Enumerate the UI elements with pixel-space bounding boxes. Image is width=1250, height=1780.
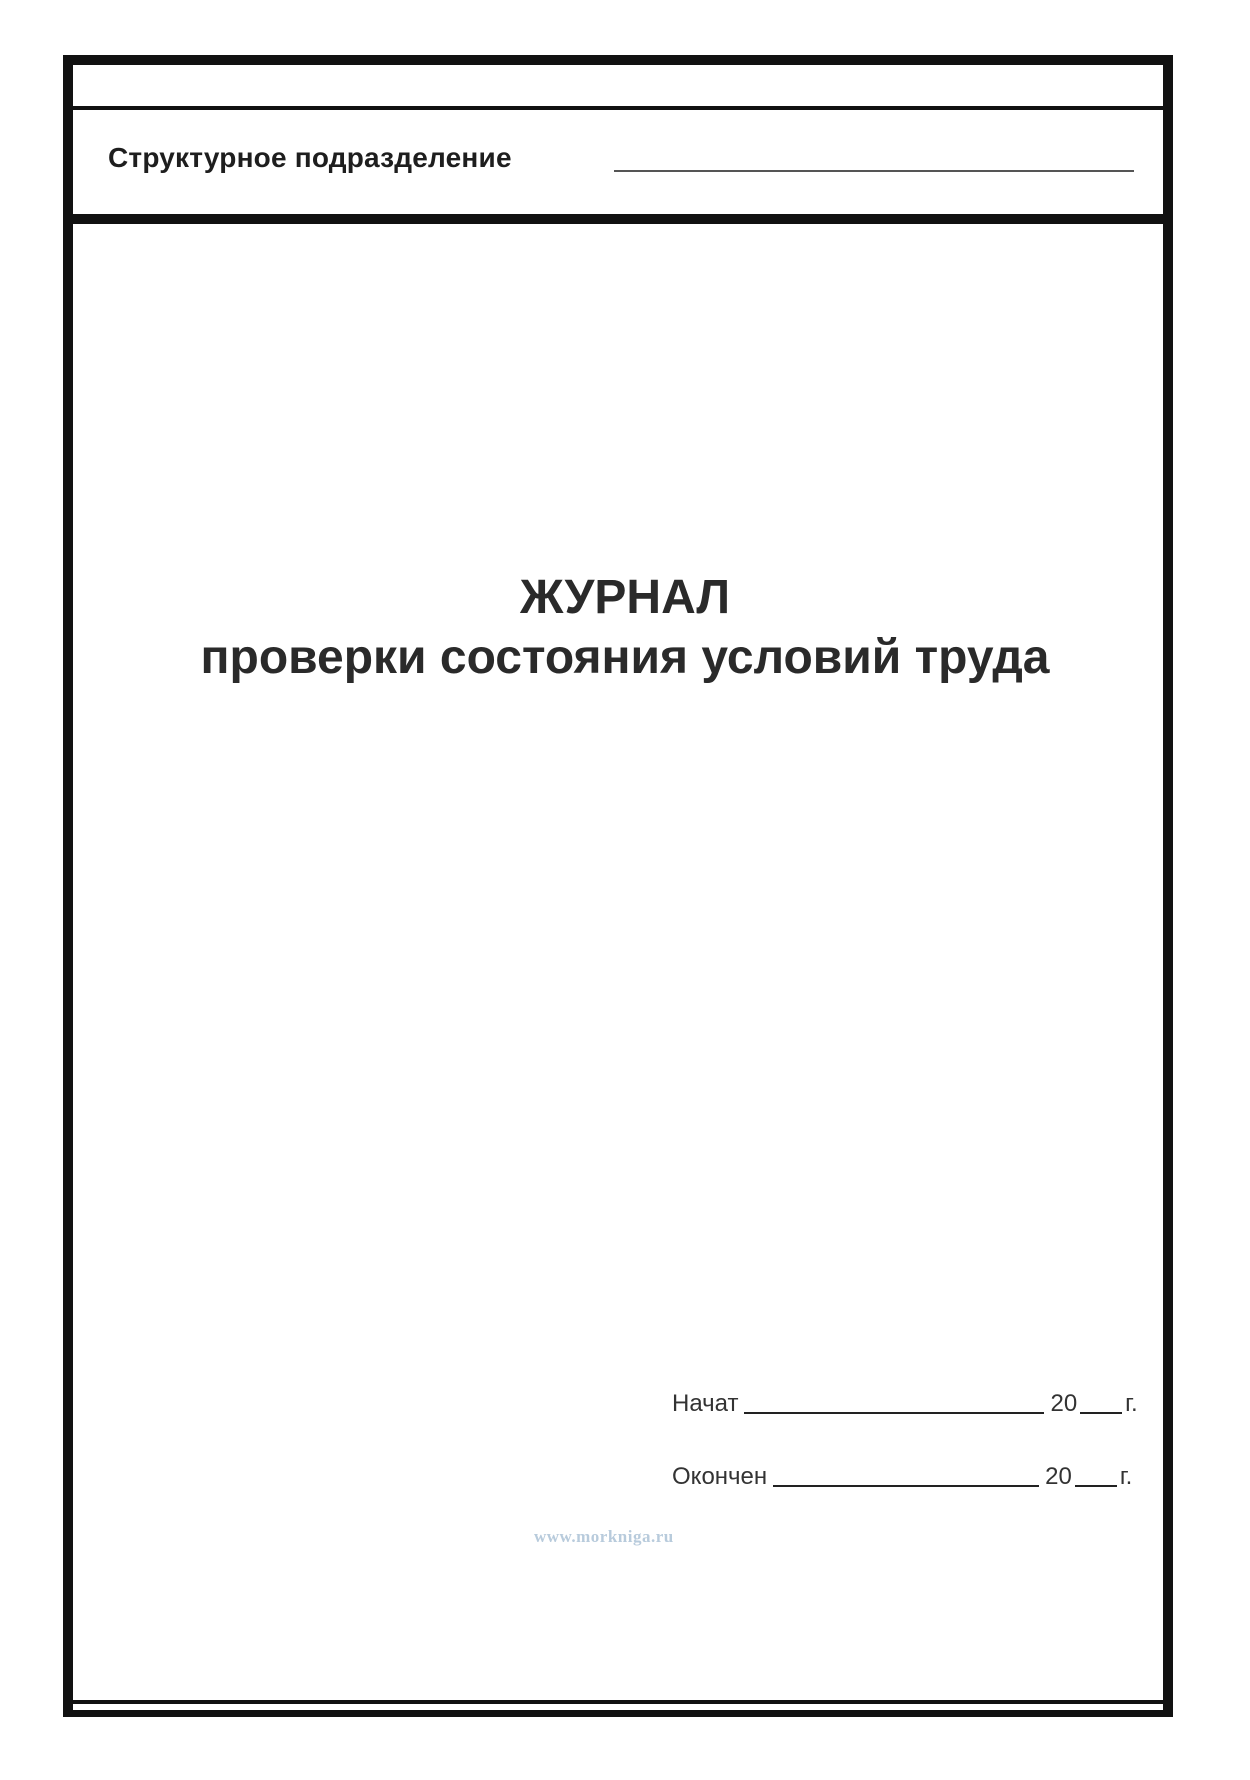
document-title: ЖУРНАЛ [519,571,731,624]
header-divider [73,214,1163,224]
ended-year-blank [1075,1463,1117,1487]
started-year-prefix: 20 [1050,1390,1078,1417]
ended-year-prefix: 20 [1045,1463,1072,1490]
subdivision-label: Структурное подразделение [108,142,512,173]
started-year-suffix: г. [1125,1390,1138,1417]
top-divider [73,106,1163,110]
ended-year-suffix: г. [1119,1463,1133,1490]
ended-label: Окончен [672,1463,768,1490]
started-label: Начат [672,1390,739,1417]
started-year-blank [1080,1390,1122,1414]
subdivision-fill-line [614,170,1134,172]
watermark: www.morkniga.ru [534,1527,674,1546]
bottom-divider [73,1700,1163,1704]
started-date-field [672,1390,1138,1418]
ended-date-blank [773,1463,1039,1487]
ended-date-field [672,1463,1132,1491]
started-date-blank [744,1390,1044,1414]
document-subtitle: проверки состояния условий труда [200,631,1050,684]
